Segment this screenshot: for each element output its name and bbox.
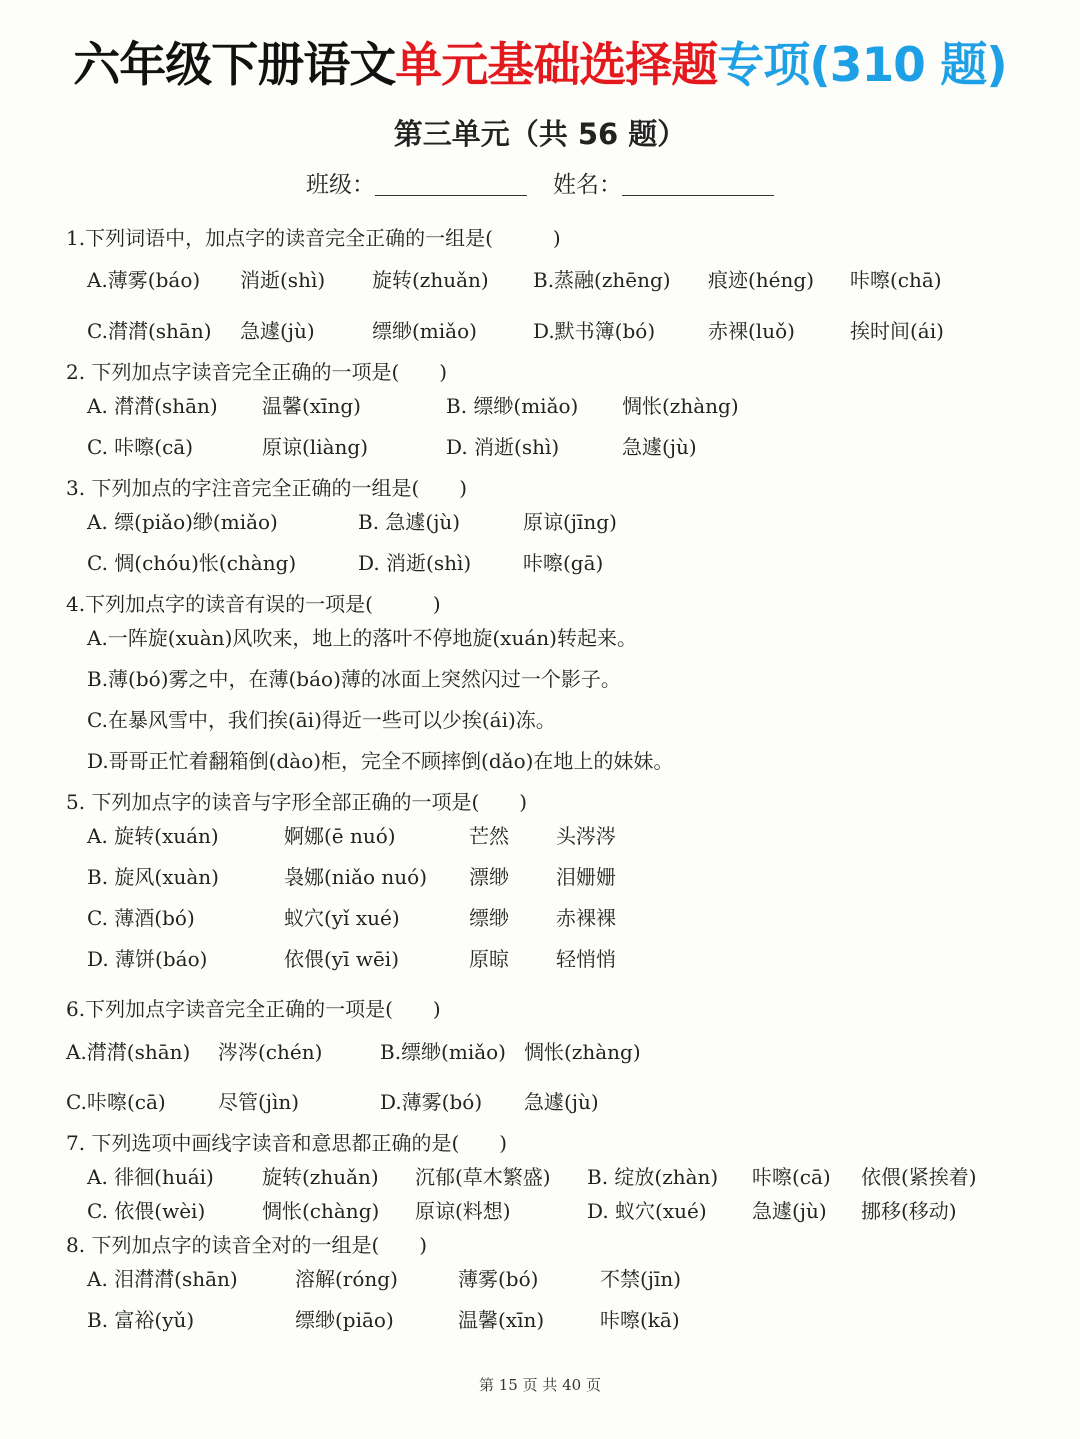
option-item: B. 急遽(jù)	[358, 510, 461, 534]
option-item: 惆怅(zhàng)	[524, 1040, 641, 1064]
option-item: D. 蚁穴(xué)	[587, 1199, 707, 1223]
option-item: D. 薄饼(báo)	[87, 947, 208, 971]
option-item: A. 潸潸(shān)	[87, 394, 218, 418]
option-item: 旋转(zhuǎn)	[372, 268, 489, 292]
option-item: C.咔嚓(cā)	[66, 1090, 166, 1114]
option-item: C. 依偎(wèi)	[87, 1199, 206, 1223]
option-item: 温馨(xīn)	[458, 1308, 545, 1332]
option-item: 头涔涔	[556, 824, 616, 848]
option-item: 轻悄悄	[556, 947, 616, 971]
option-item: 赤裸(luǒ)	[708, 319, 795, 343]
title-part-1: 六年级下册语文	[73, 38, 396, 93]
option-item: D.默书簿(bó)	[533, 319, 656, 343]
option-item: 原晾	[469, 947, 509, 971]
option-item: 挪移(移动)	[861, 1199, 957, 1223]
question-stem: 7. 下列选项中画线字读音和意思都正确的是( )	[66, 1131, 508, 1155]
student-fields	[0, 166, 1080, 199]
option-item: 蚁穴(yǐ xué)	[284, 906, 400, 930]
question-stem: 6.下列加点字读音完全正确的一项是( )	[66, 997, 441, 1021]
option-item: D. 消逝(shì)	[446, 435, 560, 459]
option-item: 旋转(zhuǎn)	[262, 1165, 379, 1189]
option-item: 芒然	[469, 824, 509, 848]
option-item: D. 消逝(shì)	[358, 551, 472, 575]
option-item: 袅娜(niǎo nuó)	[284, 865, 428, 889]
unit-subtitle: 第三单元（共 56 题）	[393, 117, 687, 151]
option-item: A. 旋转(xuán)	[87, 824, 219, 848]
option-item: C. 咔嚓(cā)	[87, 435, 194, 459]
option-item: A. 缥(piǎo)缈(miǎo)	[87, 510, 278, 534]
option-item: 温馨(xīng)	[262, 394, 361, 418]
option-item: 咔嚓(gā)	[523, 551, 604, 575]
option-item: 沉郁(草木繁盛)	[415, 1165, 551, 1189]
option-item: B.缥缈(miǎo)	[380, 1040, 506, 1064]
question-stem: 4.下列加点字的读音有误的一项是( )	[66, 592, 441, 616]
option-d: D.哥哥正忙着翻箱倒(dào)柜，完全不顾摔倒(dǎo)在地上的妹妹。	[87, 749, 674, 773]
option-b: B.薄(bó)雾之中，在薄(báo)薄的冰面上突然闪过一个影子。	[87, 667, 621, 691]
option-item: 咔嚓(chā)	[850, 268, 942, 292]
option-item: 依偎(yī wēi)	[284, 947, 400, 971]
option-item: 泪姗姗	[556, 865, 616, 889]
option-item: B.蒸融(zhēng)	[533, 268, 671, 292]
option-item: A. 徘徊(huái)	[87, 1165, 214, 1189]
option-item: 原谅(料想)	[415, 1199, 511, 1223]
question-stem: 3. 下列加点的字注音完全正确的一组是( )	[66, 476, 468, 500]
option-item: 惆怅(chàng)	[262, 1199, 380, 1223]
option-item: 急遽(jù)	[524, 1090, 599, 1114]
question-stem: 8. 下列加点字的读音全对的一组是( )	[66, 1233, 428, 1257]
option-item: 婀娜(ē nuó)	[284, 824, 396, 848]
option-item: 依偎(紧挨着)	[861, 1165, 977, 1189]
option-item: 急遽(jù)	[752, 1199, 827, 1223]
class-label: 班级：	[306, 172, 375, 198]
title-part-2: 单元基础选择题	[395, 38, 718, 93]
option-item: 消逝(shì)	[240, 268, 326, 292]
question-stem: 5. 下列加点字的读音与字形全部正确的一项是( )	[66, 790, 528, 814]
option-item: 缥缈	[469, 906, 509, 930]
option-item: 不禁(jīn)	[600, 1267, 682, 1291]
option-item: 急遽(jù)	[240, 319, 315, 343]
page-title	[0, 28, 1080, 95]
option-item: 挨时间(ái)	[850, 319, 944, 343]
name-blank[interactable]	[622, 173, 774, 196]
option-item: 原谅(jīng)	[523, 510, 617, 534]
title-part-3: 专项(310 题)	[717, 38, 1007, 93]
option-item: 薄雾(bó)	[458, 1267, 539, 1291]
class-blank[interactable]	[375, 173, 527, 196]
option-item: 赤裸裸	[556, 906, 616, 930]
option-item: 缥缈(miǎo)	[372, 319, 477, 343]
option-item: 尽管(jìn)	[218, 1090, 300, 1114]
option-item: A. 泪潸潸(shān)	[87, 1267, 238, 1291]
page-footer: 第 15 页 共 40 页	[478, 1376, 601, 1394]
option-item: 原谅(liàng)	[262, 435, 369, 459]
option-item: C. 薄酒(bó)	[87, 906, 195, 930]
option-item: 溶解(róng)	[295, 1267, 398, 1291]
option-item: 痕迹(héng)	[708, 268, 815, 292]
question-stem: 2. 下列加点字读音完全正确的一项是( )	[66, 360, 448, 384]
option-a: A.一阵旋(xuàn)风吹来，地上的落叶不停地旋(xuán)转起来。	[87, 626, 637, 650]
question-stem: 1.下列词语中，加点字的读音完全正确的一组是( )	[66, 226, 561, 250]
option-item: B. 绽放(zhàn)	[587, 1165, 719, 1189]
option-item: 急遽(jù)	[622, 435, 697, 459]
option-item: 咔嚓(cā)	[752, 1165, 831, 1189]
option-item: A.潸潸(shān)	[66, 1040, 191, 1064]
option-item: A.薄雾(báo)	[87, 268, 201, 292]
option-item: B. 旋风(xuàn)	[87, 865, 219, 889]
option-item: C.潸潸(shān)	[87, 319, 212, 343]
option-item: 漂缈	[469, 865, 509, 889]
option-item: D.薄雾(bó)	[380, 1090, 483, 1114]
name-label: 姓名：	[553, 172, 622, 198]
option-item: 惆怅(zhàng)	[622, 394, 739, 418]
option-item: B. 缥缈(miǎo)	[446, 394, 579, 418]
option-item: C. 惆(chóu)怅(chàng)	[87, 551, 297, 575]
option-item: 缥缈(piāo)	[295, 1308, 394, 1332]
option-item: 涔涔(chén)	[218, 1040, 323, 1064]
option-item: 咔嚓(kā)	[600, 1308, 680, 1332]
option-c: C.在暴风雪中，我们挨(āi)得近一些可以少挨(ái)冻。	[87, 708, 556, 732]
option-item: B. 富裕(yǔ)	[87, 1308, 195, 1332]
